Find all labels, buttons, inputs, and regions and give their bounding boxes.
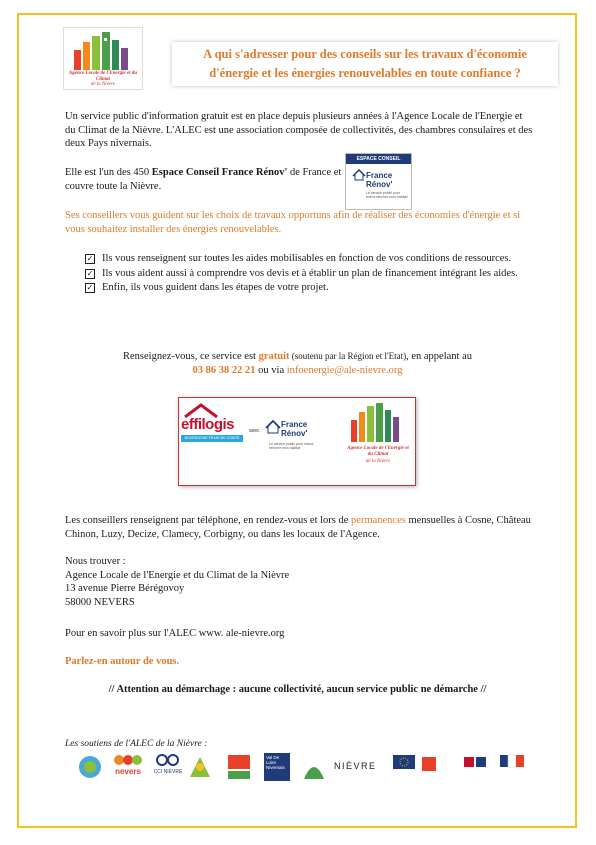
house-icon [265, 420, 281, 434]
espace-paragraph [65, 166, 355, 193]
fr-logo-name-1: France [366, 171, 393, 180]
checkbox-icon: ✓ [86, 254, 94, 263]
headline-line-2: d'énergie et les énergies renouvelables en toute confiance ? [209, 66, 521, 80]
address-label: Nous trouver : [65, 556, 126, 567]
banner-alec-text: Agence Locale de l'Energie et du Climat [347, 446, 409, 457]
banner-fr-name [281, 420, 307, 438]
avec-label: avec [249, 428, 260, 434]
headline-box [172, 42, 558, 86]
sponsor-logo-eu [393, 753, 415, 781]
sponsor-logo-nevers [110, 753, 146, 781]
checklist [85, 252, 540, 296]
address-line-2: 13 avenue Pierre Bérégovoy [65, 583, 185, 594]
contact-paragraph [65, 350, 530, 377]
intro-paragraph: Un service public d'information gratuit est en place depuis plusieurs années à l'Agence Locale de l'Energie et du Climat de la Nièvre. L'ALEC est une association composée de collectivités, des chambres consulaires et des deux Pays nivernais. [65, 111, 533, 149]
address-block [65, 555, 365, 609]
headline-line-1: A qui s'adresser pour des conseils sur les travaux d'économie [203, 47, 527, 61]
address-line-3: 58000 NEVERS [65, 596, 135, 608]
alec-bars-icon [345, 402, 411, 444]
banner-fr-2: Rénov' [281, 429, 308, 438]
perm-before: Les conseillers renseignent par téléphone, en rendez-vous et lors de [65, 515, 352, 526]
list-item [85, 252, 540, 266]
espace-after: de France et couvre toute la Nièvre. [65, 167, 342, 192]
more-info: Pour en savoir plus sur l'ALEC www. ale-nievre.org [65, 628, 285, 639]
sponsor-logo-cma [226, 753, 252, 781]
france-renov-logo [345, 153, 412, 210]
contact-before: Renseignez-vous, ce service est [123, 351, 259, 362]
effilogis-logo [181, 402, 245, 444]
house-icon [352, 169, 366, 181]
perm-after: mensuelles à Cosne, Château Chinon, Luzy, Decize, Clamecy, Corbigny, ou dans les locaux de l'Agence. [65, 515, 531, 540]
sponsor-logo-ademe [75, 753, 105, 781]
sponsor-nevers-text: nevers [115, 767, 141, 776]
sponsor-logo-val-de-loire [264, 753, 290, 781]
warning-line: // Attention au démarchage : aucune collectivité, aucun service public ne démarche // [108, 684, 487, 695]
fr-logo-name [366, 171, 392, 189]
phone-number: 03 86 38 22 21 [192, 364, 256, 376]
checkbox-icon: ✓ [86, 283, 94, 292]
sponsor-logo-territoire [300, 753, 328, 781]
sponsor-logo-republique [500, 753, 524, 781]
advice-paragraph: Ses conseillers vous guident sur les choix de travaux opportuns afin de réaliser des économies d'énergie et si vous souhaitez installer des énergies renouvelables. [65, 210, 521, 235]
list-item-text: Ils vous aident aussi à comprendre vos devis et à établir un plan de financement intégrant les aides. [102, 267, 518, 279]
checkbox-icon: ✓ [86, 268, 94, 278]
sponsor-nievre-text: NIÈVRE [334, 761, 377, 771]
list-item [85, 281, 540, 295]
fr-logo-header: ESPACE CONSEIL [346, 154, 411, 164]
partners-banner [178, 397, 416, 486]
sponsor-logo-bfc [462, 753, 488, 781]
banner-fr-tag: Le service public pour mieux rénover mon habitat [269, 442, 314, 450]
list-item [85, 267, 540, 281]
sponsor-logo-nievre [334, 753, 386, 781]
espace-bold: Espace Conseil France Rénov' [151, 167, 288, 178]
address-line-1: Agence Locale de l'Energie et du Climat de la Nièvre [65, 569, 290, 581]
effilogis-name: effilogis [181, 416, 235, 433]
contact-support: (soutenu par la Région et l'Etat) [289, 351, 407, 361]
contact-free: gratuit [258, 351, 290, 362]
alec-logo [63, 27, 143, 90]
banner-alec-logo [345, 402, 411, 480]
banner-alec-text-2: de la Nièvre [365, 459, 391, 464]
fr-logo-name-2: Rénov' [366, 180, 393, 189]
effilogis-sub: BOURGOGNE FRANCHE-COMTÉ [181, 435, 243, 442]
permanences-link[interactable]: permanences [351, 515, 406, 526]
contact-after: , en appelant au [406, 351, 472, 362]
alec-logo-text-2: de la Nièvre [90, 82, 116, 87]
contact-via: ou via [255, 364, 287, 376]
sponsor-logo-chambre [188, 753, 212, 781]
permanences-paragraph [65, 514, 535, 541]
sponsor-logo-cci [152, 753, 184, 781]
share-line: Parlez-en autour de vous. [65, 656, 180, 667]
alec-logo-text: Agence Locale de l'Energie et du Climat [68, 71, 138, 82]
banner-fr-1: France [281, 420, 308, 429]
sponsor-logo-region [420, 753, 438, 781]
email-link[interactable]: infoenergie@ale-nievre.org [286, 364, 403, 376]
sponsor-cci-text: CCI NIÈVRE [153, 769, 183, 775]
sponsors-label: Les soutiens de l'ALEC de la Nièvre : [65, 739, 208, 749]
sponsor-val-text: Val De Loire Nivernais [266, 755, 285, 770]
fr-logo-tagline: Le service public pour mieux rénover mon habitat [366, 191, 408, 199]
list-item-text: Enfin, ils vous guident dans les étapes de votre projet. [102, 282, 329, 293]
list-item-text: Ils vous renseignent sur toutes les aides mobilisables en fonction de vos conditions de ressources. [102, 253, 512, 264]
espace-before: Elle est l'un des 450 [65, 167, 152, 178]
